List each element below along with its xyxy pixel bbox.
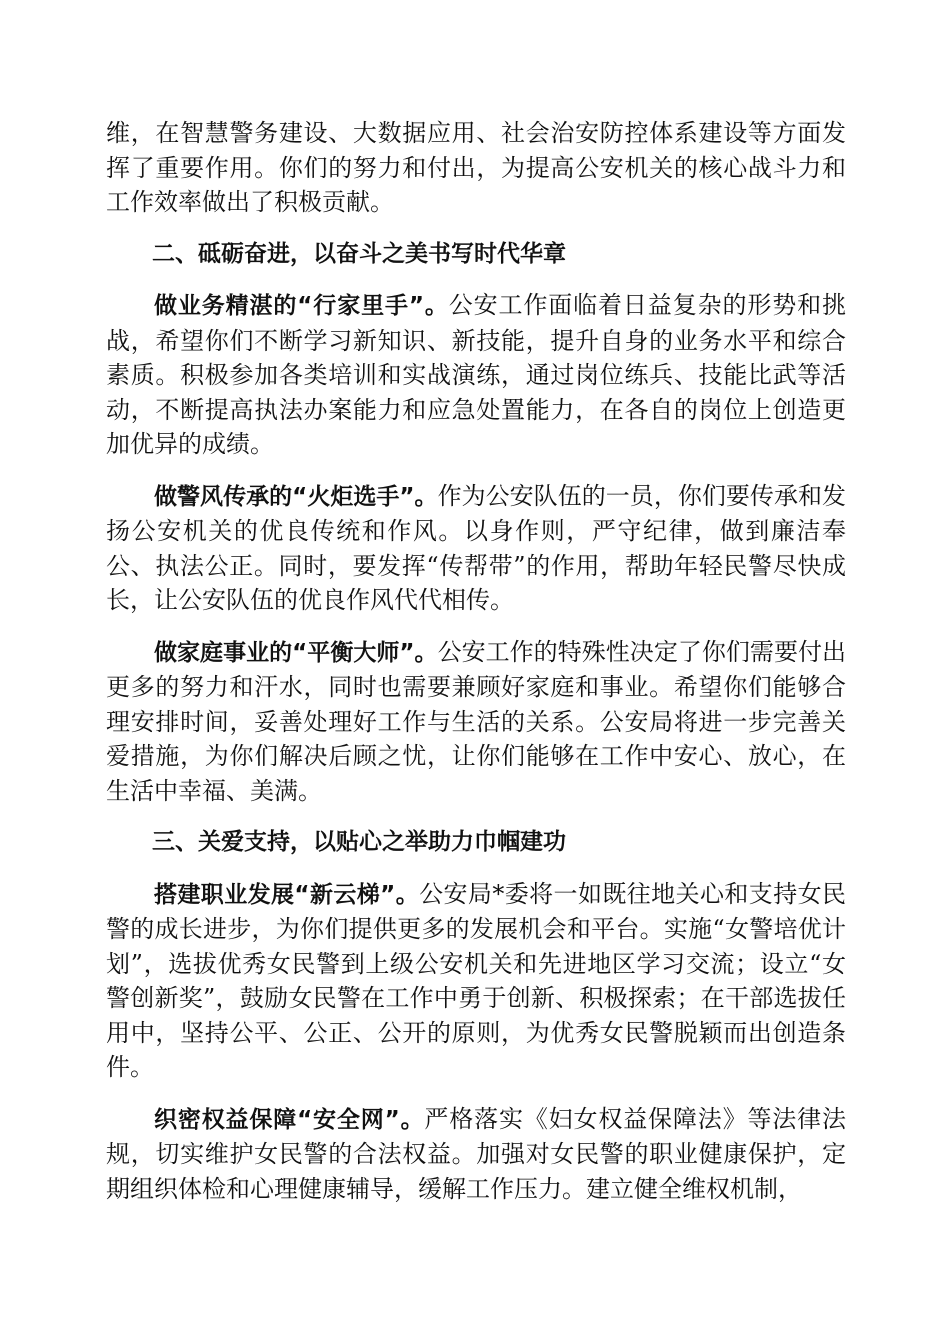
paragraph-lead: 搭建职业发展“新云梯”。 — [154, 881, 420, 908]
paragraph-lead: 做家庭事业的“平衡大师”。 — [154, 639, 438, 666]
section-heading-3 — [106, 825, 846, 860]
paragraph-text: 公安工作面临着日益复杂的形势和挑战，希望你们不断学习新知识、新技能，提升自身的业务水平和综合素质。积极参加各类培训和实战演练，通过岗位练兵、技能比武等活动，不断提高执法办案能力和应急处置能力，在各自的岗位上创造更加优异的成绩。 — [106, 291, 847, 458]
paragraph-business-expert — [106, 288, 846, 462]
paragraph-lead: 做业务精湛的“行家里手”。 — [154, 293, 449, 319]
paragraph-torch-bearer — [106, 479, 846, 618]
paragraph-lead: 做警风传承的“火炬选手”。 — [154, 483, 438, 510]
paragraph-balance-master — [106, 635, 846, 809]
paragraph-text: 公安局*委将一如既往地关心和支持女民警的成长进步，为你们提供更多的发展机会和平台。实施“女警培优计划”，选拔优秀女民警到上级公安机关和先进地区学习交流；设立“女警创新奖”，鼓励女民警在工作中勇于创新、积极探索；在干部选拔任用中，坚持公平、公正、公开的原则，为优秀女民警脱颖而出创造条件。 — [106, 879, 847, 1081]
document-body — [106, 116, 846, 1223]
paragraph-safety-net — [106, 1102, 846, 1207]
paragraph-text: 严格落实《妇女权益保障法》等法律法规，切实维护女民警的合法权益。加强对女民警的职业健康保护，定期组织体检和心理健康辅导，缓解工作压力。建立健全维权机制， — [106, 1104, 847, 1203]
paragraph-continuation — [106, 116, 846, 220]
heading-text: 二、砥砺奋进，以奋斗之美书写时代华章 — [152, 240, 566, 267]
paragraph-text: 公安工作的特殊性决定了你们需要付出更多的努力和汗水，同时也需要兼顾好家庭和事业。希望你们能够合理安排时间，妥善处理好工作与生活的关系。公安局将进一步完善关爱措施，为你们解决后顾之忧，让你们能够在工作中安心、放心，在生活中幸福、美满。 — [106, 637, 846, 805]
paragraph-text: 作为公安队伍的一员，你们要传承和发扬公安机关的优良传统和作风。以身作则，严守纪律，做到廉洁奉公、执法公正。同时，要发挥“传帮带”的作用，帮助年轻民警尽快成长，让公安队伍的优良作风代代相传。 — [106, 481, 846, 614]
heading-text: 三、关爱支持，以贴心之举助力巾帼建功 — [152, 829, 566, 855]
paragraph-career-ladder — [106, 877, 846, 1085]
paragraph-text: 维，在智慧警务建设、大数据应用、社会治安防控体系建设等方面发挥了重要作用。你们的努力和付出，为提高公安机关的核心战斗力和工作效率做出了积极贡献。 — [106, 119, 846, 216]
paragraph-lead: 织密权益保障“安全网”。 — [154, 1106, 425, 1133]
section-heading-2 — [106, 237, 846, 272]
